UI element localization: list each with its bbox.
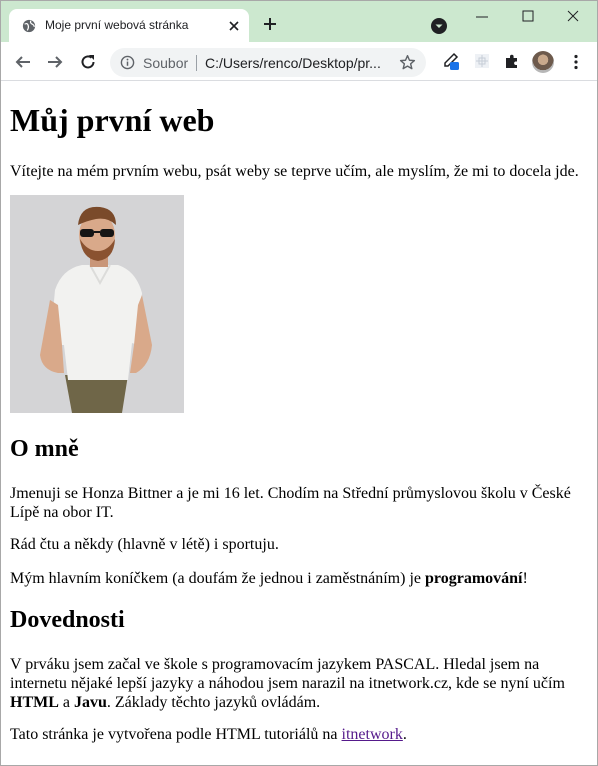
extension-grid-icon[interactable] [473,52,491,70]
man-portrait-illustration [10,195,184,413]
omnibox-divider [196,55,197,71]
html-highlight: HTML [10,694,59,711]
minimize-icon[interactable] [475,11,489,23]
maximize-icon[interactable] [521,9,535,23]
browser-tab[interactable] [9,9,249,42]
page-title: Můj první web [10,102,215,138]
globe-icon [22,19,36,33]
about-p3-text-start: Mým hlavním koníčkem (a doufám že jednou i zaměstnáním) je [10,570,425,587]
programming-highlight: programování [425,570,523,587]
skills-heading: Dovednosti [10,607,125,633]
forward-arrow-icon[interactable] [46,53,64,71]
browser-toolbar [1,42,597,81]
skills-text-mid: a [58,694,74,711]
java-highlight: Javu [74,694,107,711]
scheme-label: Soubor [143,55,189,71]
about-p3-text-end: ! [522,570,528,587]
address-bar[interactable] [110,48,426,77]
profile-photo [10,195,184,413]
footer-paragraph [10,725,590,744]
about-paragraph-3 [10,569,590,588]
title-bar [1,1,597,42]
url-text[interactable]: C:/Users/renco/Desktop/pr... [205,55,381,71]
about-paragraph-1: Jmenuji se Honza Bittner a je mi 16 let. Chodím na Střední průmyslovou školu v České Lípě na obor IT. [10,485,571,521]
profile-avatar[interactable] [532,51,554,73]
page-content [1,82,597,766]
reload-icon[interactable] [79,53,97,71]
about-paragraph-2: Rád čtu a někdy (hlavně v létě) i sportuju. [10,536,279,553]
itnetwork-link[interactable]: itnetwork [341,726,403,743]
kebab-menu-icon[interactable] [567,53,585,71]
skills-text-end: . Základy těchto jazyků ovládám. [106,694,321,711]
intro-paragraph: Vítejte na mém prvním webu, psát weby se teprve učím, ale myslím, že mi to docela jde. [10,163,579,180]
new-tab-icon[interactable] [263,17,277,31]
tab-title: Moje první webová stránka [45,18,189,32]
footer-text-end: . [402,726,407,743]
bookmark-star-icon[interactable] [399,54,416,71]
puzzle-extensions-icon[interactable] [503,52,521,70]
eyedropper-extension-icon[interactable] [441,52,459,70]
footer-text-start: Tato stránka je vytvořena podle HTML tutoriálů na [10,726,342,743]
about-heading: O mně [10,436,79,462]
info-icon[interactable] [120,55,135,70]
skills-text-start: V prváku jsem začal ve škole s programovacím jazykem PASCAL. Hledal jsem na internetu nějaké lepší jazyky a náhodou jsem narazil na itnetwork.cz, kde se nyní učím [10,656,565,692]
close-tab-icon[interactable] [227,19,241,33]
close-window-icon[interactable] [566,9,580,23]
skills-paragraph [10,655,590,712]
back-arrow-icon[interactable] [14,53,32,71]
tab-search-icon[interactable] [431,18,447,34]
